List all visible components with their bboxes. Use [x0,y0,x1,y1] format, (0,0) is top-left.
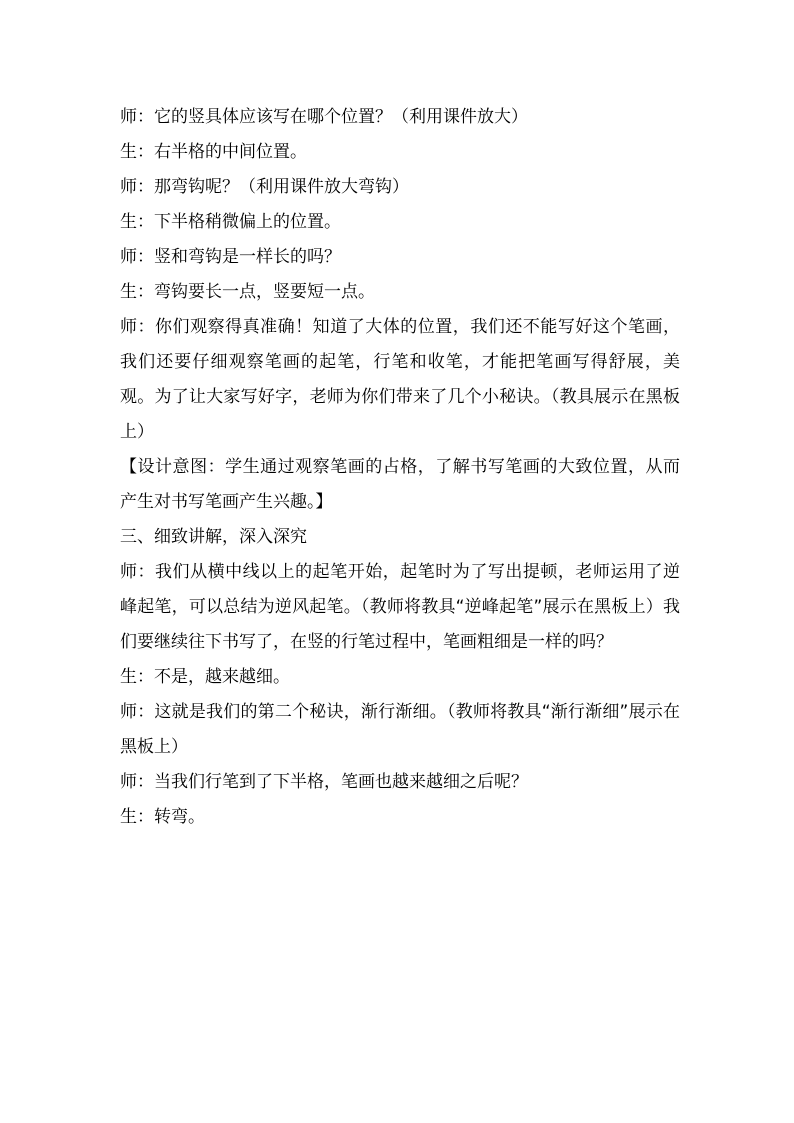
dialogue-line: 生：弯钩要长一点，竖要短一点。 [120,282,375,302]
dialogue-line: 生：转弯。 [120,807,205,827]
dialogue-line: 生：不是，越来越细。 [120,667,290,687]
dialogue-line: 师：那弯钩呢？（利用课件放大弯钩） [120,177,409,197]
section-heading: 三、细致讲解，深入深究 [120,527,307,547]
document-body [120,100,680,835]
dialogue-line: 生：下半格稍微偏上的位置。 [120,212,341,232]
dialogue-paragraph: 师：你们观察得真准确！知道了大体的位置，我们还不能写好这个笔画，我们还要仔细观察笔画的起笔，行笔和收笔，才能把笔画写得舒展，美观。为了让大家写好字，老师为你们带来了几个小秘诀。（教具展示在黑板上） [120,317,680,442]
design-intent-note: 【设计意图：学生通过观察笔画的占格，了解书写笔画的大致位置，从而产生对书写笔画产生兴趣。】 [120,457,680,512]
dialogue-paragraph: 师：这就是我们的第二个秘诀，渐行渐细。（教师将教具“渐行渐细”展示在黑板上） [120,702,680,757]
dialogue-line: 师：它的竖具体应该写在哪个位置？（利用课件放大） [120,107,528,127]
dialogue-paragraph: 师：我们从横中线以上的起笔开始，起笔时为了写出提顿，老师运用了逆峰起笔，可以总结为逆风起笔。（教师将教具“逆峰起笔”展示在黑板上）我们要继续往下书写了，在竖的行笔过程中，笔画粗细是一样的吗？ [120,562,680,652]
dialogue-line: 师：当我们行笔到了下半格，笔画也越来越细之后呢？ [120,772,528,792]
dialogue-line: 生：右半格的中间位置。 [120,142,307,162]
dialogue-line: 师：竖和弯钩是一样长的吗？ [120,247,341,267]
